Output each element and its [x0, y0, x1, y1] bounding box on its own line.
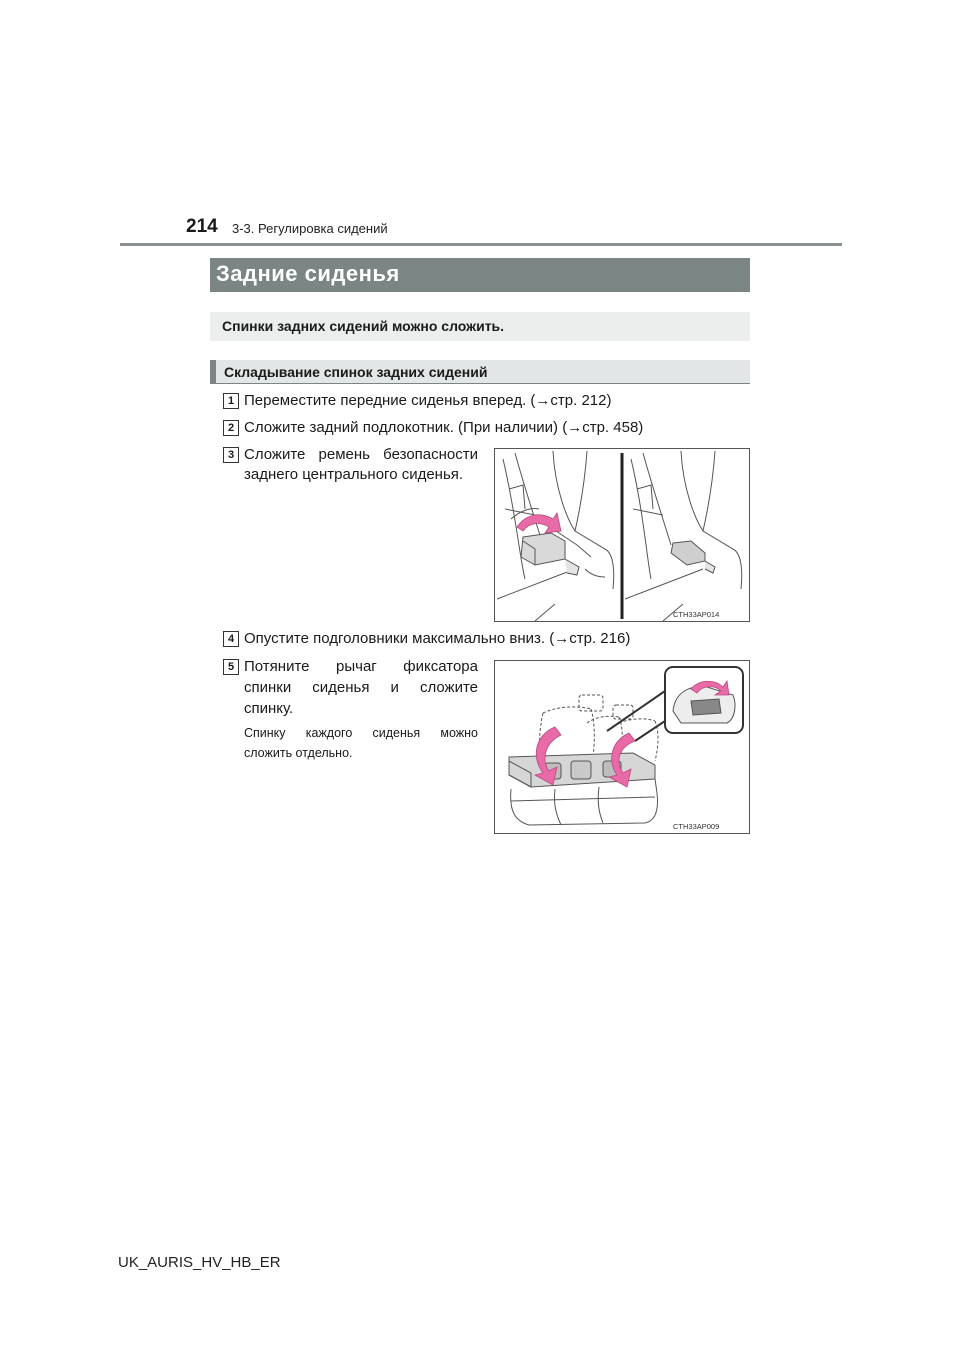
- figure-1-code: CTH33AP014: [673, 610, 720, 619]
- footer-document-code: UK_AURIS_HV_HB_ER: [118, 1254, 281, 1271]
- section-reference: 3-3. Регулировка сидений: [232, 221, 388, 236]
- intro-text: Спинки задних сидений можно сложить.: [222, 318, 505, 334]
- figure-rear-seat-fold: [494, 660, 750, 834]
- step-number-1: 1: [223, 393, 239, 409]
- step-5-note-line-1: Спинку каждого сиденья можно: [244, 726, 478, 740]
- figure-2-code: CTH33AP009: [673, 822, 720, 831]
- step-5-note-line-2: сложить отдельно.: [244, 746, 353, 760]
- header-divider: [120, 243, 842, 246]
- subheading-text: Складывание спинок задних сидений: [224, 364, 488, 380]
- page-number: 214: [186, 216, 218, 237]
- step-number-2: 2: [223, 420, 239, 436]
- step-number-3: 3: [223, 447, 239, 463]
- step-3-line-2: заднего центрального сиденья.: [244, 466, 464, 483]
- step-1-text: Переместите передние сиденья вперед. (→стр. 212): [244, 392, 612, 409]
- step-5-line-2: спинки сиденья и сложите: [244, 679, 478, 696]
- rear-seat-fold-illustration-icon: [495, 661, 749, 833]
- subheading-bar: [210, 360, 750, 384]
- intro-box: [210, 312, 750, 341]
- step-4-text: Опустите подголовники максимально вниз. (→стр. 216): [244, 630, 631, 647]
- seatbelt-buckle-illustration-icon: [495, 449, 749, 621]
- step-5-line-1: Потяните рычаг фиксатора: [244, 658, 478, 675]
- step-number-5: 5: [223, 659, 239, 675]
- step-3-line-1: Сложите ремень безопасности: [244, 446, 478, 463]
- section-title-bar: [210, 258, 750, 292]
- section-title: Задние сиденья: [216, 261, 400, 286]
- step-number-4: 4: [223, 631, 239, 647]
- step-5-line-3: спинку.: [244, 700, 294, 717]
- step-2-text: Сложите задний подлокотник. (При наличии) (→стр. 458): [244, 419, 644, 436]
- figure-seatbelt: [494, 448, 750, 622]
